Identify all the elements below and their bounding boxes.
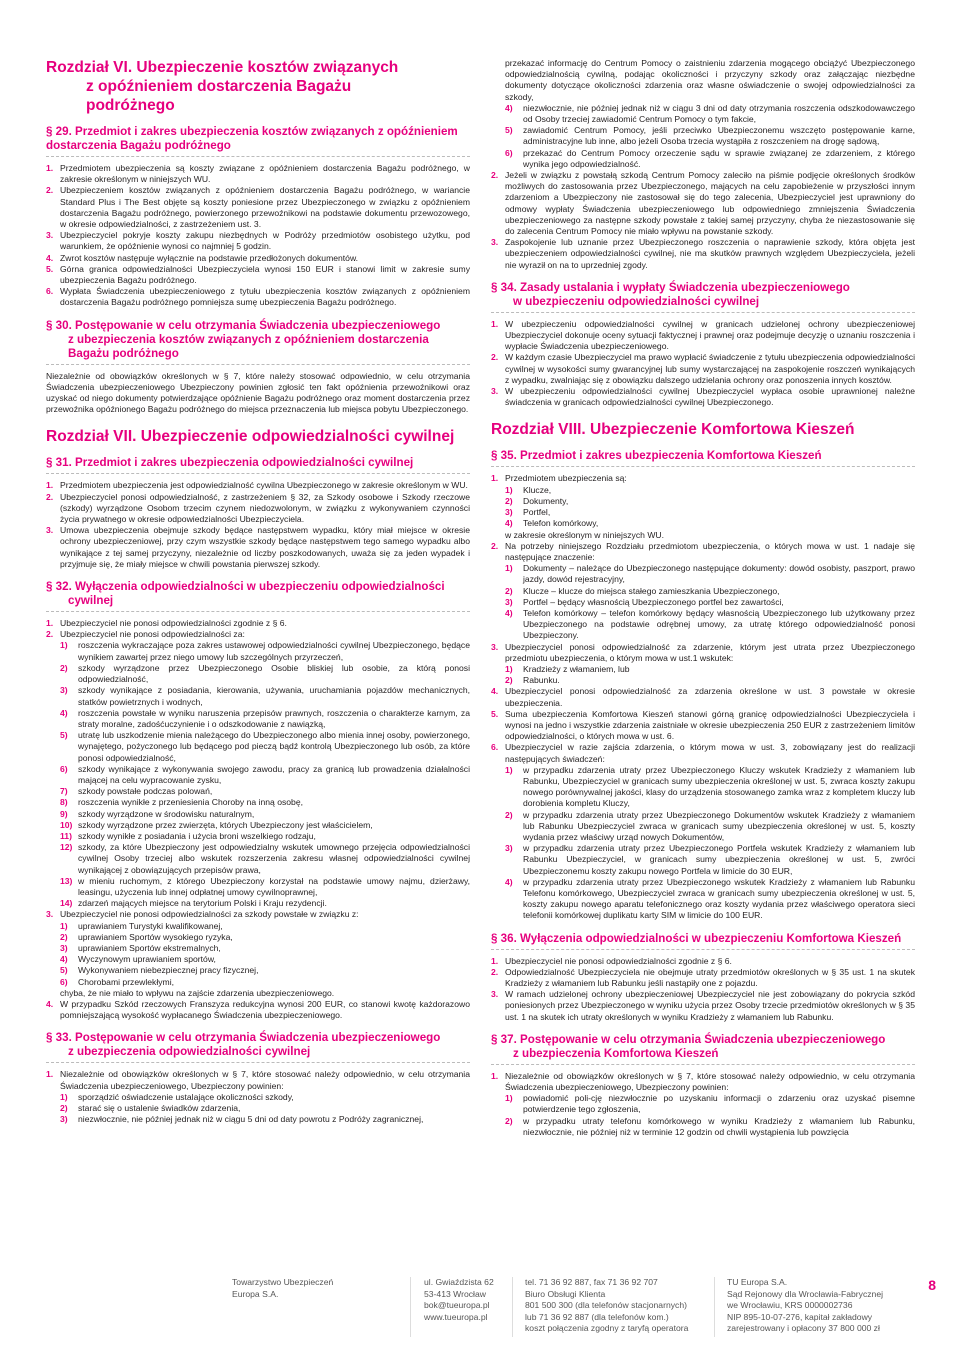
footer-company (232, 1277, 333, 1300)
sub-item-text: w przypadku zdarzenia utraty przez Ubezpieczonego wskutek Kradzieży z włamaniem lub Rabunku Telefonu komórkowego, Ubezpieczyciel zwraca w granicach sumy ubezpieczenia określonej w ust. 5, koszty zakupu nowego aparatu telefonicznego oraz koszty wydania przez właściwego operatora sieci telefonii komórkowej duplikatu karty SIM w limicie do 100 EUR. (523, 876, 915, 921)
list-item-text: Przedmiotem ubezpieczenia są koszty związane z opóźnieniem dostarczenia Bagażu podróżnego, w zakresie określonym w niniejszych WU. (60, 163, 470, 185)
list-item-text: Ubezpieczyciel w razie zajścia zdarzenia, o którym mowa w ust. 3, zobowiązany jest do realizacji następujących świadczeń: (505, 742, 915, 764)
right-column (491, 58, 915, 1138)
footer-line: Sąd Rejonowy dla Wrocławia-Fabrycznej (727, 1288, 884, 1299)
sub-item-number: 3) (60, 1114, 68, 1125)
sub-item (505, 765, 915, 810)
list-item-text: Ubezpieczeniem kosztów związanych z opóźnieniem dostarczenia Bagażu podróżnego, w wariancie Standard Plus i The Best objęte są koszty poniesione przez Ubezpieczonego w związku z opóźnieniem dostarczenia Bagażu podróżnego, powierzonego przewoźnikowi na podstawie dokumentu przewozowego, w okresie odpowiedzialności, z zastrzeżeniem ust. 3. (60, 185, 470, 230)
list-item: 2. Ubezpieczyciel nie ponosi odpowiedzialności za: (46, 629, 470, 640)
sub-item-number: 5) (60, 730, 68, 741)
sub-item (505, 148, 915, 170)
list-item-number: 6. (46, 286, 54, 297)
sub-item (505, 496, 915, 507)
sub-item-number: 2) (505, 809, 513, 820)
footer-line: 801 500 300 (dla telefonów stacjonarnych) (525, 1300, 687, 1310)
sub-item-text: uprawianiem Turystyki kwalifikowanej, (78, 920, 223, 931)
footer-line: zarejestrowany i opłacony 37 800 000 zł (727, 1323, 880, 1333)
list-item-number: 2. (46, 491, 54, 502)
sub-item-number: 4) (60, 954, 68, 965)
chapter-6-title (46, 58, 470, 115)
sub-item-text: przekazać do Centrum Pomocy orzeczenie sądu w sprawie związanej ze zdarzeniem, z którego wynika jego odpowiedzialność. (523, 147, 915, 169)
section-32-subitems (46, 640, 470, 909)
sub-item (505, 563, 915, 585)
sub-item (60, 663, 470, 685)
section-37-title (491, 1033, 915, 1065)
section-31-items (46, 480, 470, 570)
list-item (491, 386, 915, 408)
sub-item (60, 786, 470, 797)
list-item-text: Niezależnie od obowiązków określonych w § 7, które stosować należy odpowiednio, w celu otrzymania Świadczenia ubezpieczeniowego, Ubezpieczony powinien: (505, 1070, 915, 1093)
list-item (491, 170, 915, 237)
list-item (46, 253, 470, 264)
section-35-subitems-1 (491, 485, 915, 530)
sub-item-number: 6) (505, 147, 513, 158)
sub-item (505, 1093, 915, 1115)
list-item (491, 709, 915, 743)
footer-line: 53-413 Wrocław (424, 1288, 486, 1299)
list-item (491, 237, 915, 271)
sub-item-text: szkody wyrządzone przez zwierzęta, których Ubezpieczony jest właścicielem, (78, 819, 373, 830)
sub-item-text: Wykonywaniem niebezpiecznej pracy fizycznej, (78, 965, 259, 976)
sub-item (505, 664, 915, 675)
sub-item-text: zdarzeń mających miejsce na terytorium Polski i Kraju rezydencji. (78, 898, 327, 909)
list-item-tail: chyba, że nie miało to wpływu na zajście zdarzenia ubezpieczeniowego. (60, 987, 335, 998)
list-item-text: W przypadku Szkód rzeczowych Franszyza redukcyjna wynosi 200 EUR, co stanowi kwotę każdorazowo pomniejszającą wysokość wypłacanego Świadczenia ubezpieczeniowego. (60, 998, 470, 1021)
list-item (46, 525, 470, 570)
footer-line: Towarzystwo Ubezpieczeń (232, 1277, 334, 1287)
page-footer (0, 1277, 960, 1337)
sub-item (505, 675, 915, 686)
list-item-number: 1. (491, 955, 499, 966)
sub-item-text: Klucze, (523, 484, 552, 495)
sub-item-text: w przypadku utraty telefonu komórkowego w wyniku Kradzieży z włamaniem lub Rabunku, niezwłocznie, nie później niż w terminie 12 godzin od chwili wystąpienia lub powzięcia (523, 1115, 915, 1137)
sub-item-number: 1) (505, 663, 513, 674)
section-32-title-line1: § 32. Wyłączenia odpowiedzialności w ubezpieczeniu odpowiedzialności (46, 580, 445, 594)
section-34-title-line1: § 34. Zasady ustalania i wypłaty Świadczenia ubezpieczeniowego (491, 280, 850, 294)
list-item: 1. Niezależnie od obowiązków określonych w § 7, które stosować należy odpowiednio, w celu otrzymania Świadczenia ubezpieczeniowego, Ubezpieczony powinien: (46, 1069, 470, 1091)
list-item-text: Ubezpieczyciel nie ponosi odpowiedzialności za: (60, 629, 245, 640)
list-item-number: 3. (491, 989, 499, 1000)
sub-item (60, 831, 470, 842)
sub-item-text: Kradzieży z włamaniem, lub (523, 663, 630, 674)
list-item (491, 967, 915, 989)
sub-item-text: w mieniu ruchomym, z którego Ubezpieczony korzystał na podstawie umowy najmu, dzierżawy, leasingu, użyczenia lub innej odpłatnej umowy cywilnoprawnej, (78, 875, 470, 897)
sub-item-text: niezwłocznie, nie później jednak niż w ciągu 3 dni od daty otrzymania roszczenia odszkodowawczego od Osoby trzeciej zawiadomić Centrum Pomocy o tym fakcie, (523, 102, 915, 125)
sub-item-number: 2) (505, 1115, 513, 1126)
sub-item (60, 640, 470, 662)
sub-item-text: uprawianiem Sportów ekstremalnych, (78, 942, 221, 953)
list-item-number: 3. (46, 230, 54, 241)
list-item-text: Ubezpieczyciel nie ponosi odpowiedzialności zgodnie z § 6. (60, 618, 287, 629)
sub-item-text: Portfel, (523, 507, 551, 518)
sub-item-text: szkody wynikające z posiadania, kierowania, używania, uruchamiania pojazdów mechanicznych, statków powietrznych i wodnych, (78, 685, 470, 707)
list-item-number: 3. (491, 386, 499, 397)
list-item-text: Przedmiotem ubezpieczenia jest odpowiedzialność cywilna Ubezpieczonego w zakresie określonym w WU. (60, 480, 468, 491)
sub-item-text: szkody powstałe podczas polowań, (78, 786, 213, 797)
sub-item-number: 2) (505, 585, 513, 596)
list-item-number: 2. (491, 966, 499, 977)
sub-item (60, 898, 470, 909)
sub-item-text: roszczenia powstałe w wyniku naruszenia przepisów prawnych, roszczenia o charakterze karnym, za straty moralne, zadośćuczynienie i o odszkodowanie z nawiązką, (78, 707, 470, 729)
sub-item-text: Chorobami przewlekłymi, (78, 976, 174, 987)
sub-item-text: niezwłocznie, nie później jednak niż w ciągu 5 dni od daty powrotu z Podróży zagranicznej, (78, 1114, 424, 1125)
sub-item-text: Klucze – klucze do miejsca stałego zamieszkania Ubezpieczonego, (523, 585, 780, 596)
sub-item (505, 125, 915, 147)
section-33-title (46, 1031, 470, 1063)
section-33-subitems (46, 1092, 470, 1126)
sub-item (505, 1116, 915, 1138)
sub-item-number: 1) (60, 920, 68, 931)
list-item-text: Ubezpieczyciel nie ponosi odpowiedzialności za szkody powstałe w związku z: (60, 909, 359, 920)
sub-item (60, 764, 470, 786)
sub-item-number: 2) (60, 662, 68, 673)
sub-item-number: 1) (60, 1091, 68, 1102)
footer-line: Europa S.A. (232, 1288, 279, 1299)
list-item-text: Ubezpieczyciel ponosi odpowiedzialność, z zastrzeżeniem § 32, za Szkody osobowe i Szkody rzeczowe (szkody) wyrządzone Osobom trzecim czynem niedozwolonym, w związku z wykonywaniem czynności życia prywatnego w okresie odpowiedzialności Ubezpieczyciela. (60, 491, 470, 525)
sub-item (60, 1092, 470, 1103)
sub-item-number: 1) (505, 1093, 513, 1104)
footer-contact (525, 1277, 688, 1335)
sub-item (505, 597, 915, 608)
sub-item-number: 12) (60, 842, 73, 853)
list-item-text: Zaspokojenie lub uznanie przez Ubezpieczonego roszczenia o naprawienie szkody, która objęta jest ubezpieczeniem odpowiedzialności cywilnej, nie ma skutków prawnych względem Ubezpieczyciela, jeżeli nie wyraził on na to uprzedniej zgody. (505, 237, 915, 270)
list-item (491, 319, 915, 353)
list-item-text: W każdym czasie Ubezpieczyciel ma prawo wypłacić świadczenie z tytułu ubezpieczenia odpowiedzialności cywilnej w wysokości sumy gwarancyjnej lub sumy wystarczającej na zaspokojenie roszczeń wynikających z wypadku, zwalniając się z obowiązku dalszego udzielania ochrony oraz ponoszenia innych kosztów. (505, 352, 915, 385)
list-item-text: W ubezpieczeniu odpowiedzialności cywilnej Ubezpieczyciel wypłaca osobie uprawnionej należne świadczenia w granicach odpowiedzialności cywilnej Ubezpieczonego. (505, 386, 915, 408)
sub-item (60, 876, 470, 898)
sub-item-number: 1) (60, 640, 68, 651)
sub-item (60, 1103, 470, 1114)
chapter-8-title: Rozdział VIII. Ubezpieczenie Komfortowa Kieszeń (491, 421, 855, 439)
section-32-title (46, 580, 470, 612)
list-item-text: W ramach udzielonej ochrony ubezpieczeniowej Ubezpieczyciel nie jest zobowiązany do pokrycia szkód poniesionych przez Ubezpieczonego w wyniku użycia przez Osoby trzecie przedmiotów określonych w § 35 ust. 1 na skutek ich utraty określonych w wyniku Kradzieży z włamaniem lub Rabunku. (505, 989, 915, 1022)
list-item-number: 5. (491, 708, 499, 719)
list-item-number: 5. (46, 263, 54, 274)
footer-line: TU Europa S.A. (727, 1277, 788, 1287)
list-item-text: Odpowiedzialność Ubezpieczyciela nie obejmuje utraty przedmiotów określonych w § 35 ust. 1 na skutek Kradzieży z włamaniem lub Rabunku jeśli nastąpiły one z pojazdu. (505, 966, 915, 989)
sub-item-number: 2) (505, 675, 513, 686)
footer-line: tel. 71 36 92 887, fax 71 36 92 707 (525, 1277, 658, 1287)
section-37-title-line2: z ubezpieczenia Komfortowa Kieszeń (513, 1046, 719, 1060)
sub-item-text: roszczenia wynikłe z przeniesienia Choroby na inną osobę, (78, 797, 303, 808)
section-33-items-b (491, 170, 915, 271)
sub-item-text: szkody wyrządzone w środowisku naturalnym, (78, 808, 255, 819)
list-item-number: 1. (46, 163, 54, 173)
sub-item-text: szkody, za które Ubezpieczony jest odpowiedzialny wskutek umownego przejęcia odpowiedzialności cywilnej Osoby trzeciej albo wskutek rozszerzenia zakresu własnej odpowiedzialności cywilnej wynikającej z obowiązujących przepisów prawa, (78, 842, 470, 875)
section-29-title: § 29. Przedmiot i zakres ubezpieczenia kosztów związanych z opóźnieniem dostarczenia Bagażu podróżnego (46, 125, 470, 157)
sub-item (60, 797, 470, 808)
sub-item-number: 2) (60, 931, 68, 942)
section-35-items-b (491, 686, 915, 764)
footer-line: bok@tueuropa.pl (424, 1300, 490, 1310)
sub-item-text: uprawianiem Sportów wysokiego ryzyka, (78, 931, 233, 942)
sub-item (60, 921, 470, 932)
sub-item-number: 10) (60, 819, 73, 830)
list-item-text: Jeżeli w związku z powstałą szkodą Centrum Pomocy zaleciło na piśmie podjęcie określonych środków możliwych do zastosowania przez Ubezpieczonego, mających na celu zapobieżenie w przyszłości innym zdarzeniom a Ubezpieczony nie zastosował się do tego zalecenia, Ubezpieczyciel jest uprawniony do odmowy wypłaty Świadczenia ubezpieczeniowego lub odpowiedniego zmniejszenia Świadczenia ubezpieczeniowego za następne szkody powstałe z takiej samej przyczyny, chyba że niezastosowanie się do zalecenia Centrum Pomocy nie miało wpływu na powstanie szkody. (505, 170, 915, 237)
sub-item (60, 965, 470, 976)
chapter-6-title-line3: podróżnego (86, 97, 175, 114)
list-item-text: Umowa ubezpieczenia obejmuje szkody będące następstwem wypadku, który miał miejsce w okresie ochrony ubezpieczeniowej, przy czym wszystkie szkody będące następstwem tego samego wypadku albo wynikające z tej samej przyczyny, niezależnie od liczby poszkodowanych, uważa się za jeden wypadek i przyjmuje się, że miały miejsce w chwili powstania pierwszej szkody. (60, 525, 470, 569)
list-item: 3. Ubezpieczyciel ponosi odpowiedzialność za zdarzenie, którym jest utrata przez Ubezpieczonego przedmiotu ubezpieczenia, o którym mowa w ust.1 wskutek: (491, 641, 915, 663)
sub-item (60, 977, 470, 988)
section-29-items (46, 163, 470, 309)
list-item-text: Górna granica odpowiedzialności Ubezpieczyciela wynosi 150 EUR i stanowi limit w zakresie sumy ubezpieczenia Bagażu podróżnego. (60, 263, 470, 286)
sub-item-text: Portfel – będący własnością Ubezpieczonego portfel bez zawartości, (523, 596, 784, 607)
list-item-number: 2. (46, 185, 54, 196)
sub-item (60, 730, 470, 764)
sub-item-number: 1) (505, 484, 513, 495)
sub-item-number: 2) (60, 1103, 68, 1113)
sub-item-number: 14) (60, 898, 73, 909)
section-36-title: § 36. Wyłączenia odpowiedzialności w ubezpieczeniu Komfortowa Kieszeń (491, 932, 915, 950)
list-item-number: 1. (491, 318, 499, 329)
sub-item-text: w przypadku zdarzenia utraty przez Ubezpieczonego Portfela wskutek Kradzieży z włamaniem lub Rabunku Ubezpieczyciel, w granicach sumy ubezpieczenia określonej w ust. 5, zwróci Ubezpieczonemu koszty zakupu nowego Portfela w limicie do 30 EUR, (523, 843, 915, 876)
list-item-number: 3. (491, 237, 499, 248)
sub-item-number: 8) (60, 797, 68, 808)
list-item-text: Wypłata Świadczenia ubezpieczeniowego z tytułu ubezpieczenia kosztów związanych z opóźnieniem dostarczenia Bagażu podróżnego pomniejsza sumę ubezpieczenia Bagażu podróżnego. (60, 286, 470, 308)
sub-item-text: Telefon komórkowy – telefon komórkowy będący własnością Ubezpieczonego lub użytkowany przez Ubezpieczonego na podstawie odrębnej umowy, za utratę którego odpowiedzialność ponosi Ubezpieczony. (523, 607, 915, 641)
list-item-text: Na potrzeby niniejszego Rozdziału przedmiotom ubezpieczenia, o których mowa w ust. 1 nadaje się następujące znaczenie: (505, 540, 915, 562)
sub-item-text: zawiadomić Centrum Pomocy, jeśli przeciwko Ubezpieczonemu wszczęto postępowanie karne, administracyjne lub inne, albo jeżeli Osoba trzecia wystąpiła z roszczeniem na drogę sądową, (523, 125, 915, 147)
sub-item-text: sporządzić oświadczenie ustalające okoliczności szkody, (78, 1091, 294, 1102)
section-33-title-line1: § 33. Postępowanie w celu otrzymania Świadczenia ubezpieczeniowego (46, 1031, 441, 1045)
sub-item (60, 809, 470, 820)
sub-item-text: starać się o ustalenie świadków zdarzenia, (78, 1103, 241, 1113)
footer-registration (727, 1277, 883, 1335)
sub-item-number: 3) (505, 596, 513, 607)
list-item (46, 230, 470, 252)
footer-line: lub 71 36 92 887 (dla telefonów kom.) (525, 1311, 669, 1322)
sub-item (505, 586, 915, 597)
sub-item-text: w przypadku zdarzenia utraty przez Ubezpieczonego Kluczy wskutek Kradzieży z włamaniem lub Rabunku, Ubezpieczyciel w granicach sumy ubezpieczenia określonej w ust. 5, zwraca koszty zakupu nowego porównywalnej jakości, klasy do urządzenia stosowanego zamka wraz z kompletem kluczy lub dorobienia kompletu Kluczy, (523, 764, 915, 809)
sub-item-number: 6) (60, 763, 68, 774)
footer-line: we Wrocławiu, KRS 0000002736 (727, 1300, 853, 1310)
list-item: 3. Ubezpieczyciel nie ponosi odpowiedzialności za szkody powstałe w związku z: (46, 909, 470, 920)
sub-item-number: 3) (505, 843, 513, 854)
sub-item-text: Wyczynowym uprawianiem sportów, (78, 954, 216, 965)
sub-item-text: Dokumenty – należące do Ubezpieczonego następujące dokumenty: dowód osobisty, paszport, prawo jazdy, dowód rejestracyjny, (523, 563, 915, 585)
list-item: 4. W przypadku Szkód rzeczowych Franszyza redukcyjna wynosi 200 EUR, co stanowi kwotę każdorazowo pomniejszającą wysokość wypłacanego Świadczenia ubezpieczeniowego. (46, 998, 470, 1021)
sub-item (60, 932, 470, 943)
chapter-6-title-line1: Rozdział VI. Ubezpieczenie kosztów związanych (46, 59, 399, 76)
list-item-tail: w zakresie określonym w niniejszych WU. (505, 529, 665, 540)
section-35-title: § 35. Przedmiot i zakres ubezpieczenia Komfortowa Kieszeń (491, 449, 915, 467)
sub-item (505, 843, 915, 877)
list-item-number: 4. (46, 252, 54, 263)
list-item-text: Przedmiotem ubezpieczenia są: (505, 473, 627, 484)
sub-item-number: 5) (60, 965, 68, 976)
sub-item (505, 518, 915, 529)
sub-item (60, 943, 470, 954)
sub-item-text: Dokumenty, (523, 495, 569, 506)
page-number: 8 (928, 1277, 936, 1293)
sub-item-number: 4) (505, 102, 513, 113)
section-37-title-line1: § 37. Postępowanie w celu otrzymania Świadczenia ubezpieczeniowego (491, 1032, 886, 1046)
sub-item-number: 3) (60, 942, 68, 953)
section-30-text: Niezależnie od obowiązków określonych w § 7, które należy stosować odpowiednio, w celu otrzymania Świadczenia ubezpieczeniowego Ubezpieczony powinien zgłosić ten fakt opóźnienia przewoźnikowi oraz uzyskać od niego dokumenty potwierdzające opóźnienie Bagażu podróżnego oraz moment dostarczenia przez przewoźnika opóźnionego Bagażu podróżnego do miejsca przeznaczenia lub miejsca pobytu Ubezpieczonego. (46, 370, 470, 415)
list-item-text: Niezależnie od obowiązków określonych w § 7, które stosować należy odpowiednio, w celu otrzymania Świadczenia ubezpieczeniowego, Ubezpieczony powinien: (60, 1069, 470, 1091)
list-item-number: 3. (46, 525, 54, 536)
list-item: 1. Niezależnie od obowiązków określonych w § 7, które stosować należy odpowiednio, w celu otrzymania Świadczenia ubezpieczeniowego, Ubezpieczony powinien: (491, 1070, 915, 1093)
sub-item-text: szkody wynikające z wykonywania swojego zawodu, pracy za granicą lub prowadzenia działalności mającej na celu wypracowanie zysku, (78, 763, 470, 785)
sub-item (505, 810, 915, 844)
sub-item (60, 842, 470, 876)
section-32-subitems-3 (46, 921, 470, 988)
footer-line: Biuro Obsługi Klienta (525, 1288, 606, 1299)
sub-item (505, 485, 915, 496)
list-item-number: 2. (491, 170, 499, 181)
sub-item-number: 1) (505, 764, 513, 775)
list-item (46, 480, 470, 491)
sub-item (505, 877, 915, 922)
sub-item-text: szkody wynikłe z posiadania i użycia broni wszelkiego rodzaju, (78, 830, 316, 841)
section-34-title (491, 281, 915, 313)
list-item-number: 1. (46, 480, 54, 491)
sub-item-number: 1) (505, 563, 513, 574)
footer-address (424, 1277, 494, 1323)
list-item (46, 163, 470, 185)
section-30-title-line2: z ubezpieczenia kosztów związanych z opóźnieniem dostarczenia Bagażu podróżnego (68, 332, 429, 360)
sub-item-number: 7) (60, 786, 68, 797)
list-item-text: Ubezpieczyciel pokryje koszty zakupu niezbędnych w Podróży przedmiotów osobistego użytku, pod warunkiem, że opóźnienie wynosi co najmniej 5 godzin. (60, 230, 470, 252)
sub-item (505, 507, 915, 518)
sub-item-number: 3) (60, 685, 68, 696)
sub-item (505, 608, 915, 642)
list-item: 2. Na potrzeby niniejszego Rozdziału przedmiotom ubezpieczenia, o których mowa w ust. 1 nadaje się następujące znaczenie: (491, 540, 915, 562)
section-33-subitems-b (491, 103, 915, 170)
sub-item (60, 954, 470, 965)
chapter-6-title-line2: z opóźnieniem dostarczenia Bagażu (86, 78, 352, 95)
list-item-text: Ubezpieczyciel ponosi odpowiedzialność za zdarzenia określone w ust. 3 powstałe w okresie ubezpieczenia. (505, 686, 915, 708)
list-item: 1. Przedmiotem ubezpieczenia są: (491, 473, 915, 484)
sub-item-number: 4) (505, 876, 513, 887)
section-35-subitems-2 (491, 563, 915, 641)
sub-item-number: 13) (60, 875, 73, 886)
section-33-continuation: przekazać informację do Centrum Pomocy o zaistnieniu zdarzenia mogącego obciążyć Ubezpieczonego odpowiedzialnością cywilną, podając okoliczności i przyczyny szkody oraz załączając niezbędne dokumenty dotyczące okoliczności zdarzenia oraz własne oświadczenie o swojej odpowiedzialności za szkody, (505, 58, 915, 102)
section-35-subitems-6 (491, 765, 915, 922)
sub-item-text: Telefon komórkowy, (523, 518, 599, 529)
list-item (46, 492, 470, 526)
sub-item (60, 820, 470, 831)
list-item (46, 185, 470, 230)
list-item-text: Zwrot kosztów następuje wyłącznie na podstawie przedłożonych dokumentów. (60, 252, 359, 263)
sub-item-number: 9) (60, 808, 68, 819)
sub-item-text: szkody wyrządzone przez Ubezpieczonego Osobie bliskiej lub osobie, za którą ponosi odpowiedzialność, (78, 662, 470, 685)
footer-line: ul. Gwiaździsta 62 (424, 1277, 494, 1287)
sub-item-number: 2) (505, 495, 513, 506)
chapter-7-title: Rozdział VII. Ubezpieczenie odpowiedzialności cywilnej (46, 428, 455, 446)
list-item-text: Ubezpieczyciel ponosi odpowiedzialność za zdarzenie, którym jest utrata przez Ubezpieczonego przedmiotu ubezpieczenia, o którym mowa w ust.1 wskutek: (505, 641, 915, 663)
section-30-title (46, 319, 470, 365)
list-item (491, 742, 915, 764)
section-36-items (491, 956, 915, 1023)
sub-item-text: roszczenia wykraczające poza zakres ustawowej odpowiedzialności cywilnej Ubezpieczonego, będące wynikiem zawartej przez niego umowy lub szczególnych przyrzeczeń, (78, 640, 470, 662)
sub-item-number: 11) (60, 830, 72, 841)
list-item (491, 352, 915, 386)
list-item (46, 286, 470, 308)
section-34-title-line2: w ubezpieczeniu odpowiedzialności cywilnej (513, 294, 760, 308)
section-32-title-line2: cywilnej (68, 594, 114, 608)
section-37-subitems (491, 1093, 915, 1138)
list-item-text: W ubezpieczeniu odpowiedzialności cywilnej w granicach udzielonej ochrony ubezpieczeniowej Ubezpieczyciel dokonuje oceny sytuacji faktycznej i prawnej oraz podejmuje decyzję o uznaniu roszczenia i wypłacie Świadczenia ubezpieczeniowego. (505, 318, 915, 352)
sub-item-number: 4) (505, 607, 513, 618)
sub-item-number: 4) (60, 707, 68, 718)
section-31-title: § 31. Przedmiot i zakres ubezpieczenia odpowiedzialności cywilnej (46, 456, 470, 474)
list-item-text: Ubezpieczyciel nie ponosi odpowiedzialności zgodnie z § 6. (505, 955, 732, 966)
list-item-text: Suma ubezpieczenia Komfortowa Kieszeń stanowi górną granicę odpowiedzialności Ubezpieczyciela i wynosi na jedno i wszystkie zdarzenia zaistniałe w okresie ubezpieczenia 250 EUR z zastrzeżeniem limitów odpowiedzialności, o których mowa w ust. 6. (505, 708, 915, 742)
sub-item (505, 103, 915, 125)
sub-item-number: 6) (60, 976, 68, 987)
list-item (491, 956, 915, 967)
list-item (491, 686, 915, 708)
section-35-subitems-3 (491, 664, 915, 686)
left-column (46, 58, 470, 1125)
sub-item (60, 708, 470, 730)
sub-item-number: 3) (505, 507, 513, 518)
list-item (46, 264, 470, 286)
footer-line: NIP 895-10-07-276, kapitał zakładowy (727, 1311, 873, 1322)
sub-item-text: powiadomić poli-cję niezwłocznie po uzyskaniu informacji o zdarzeniu oraz uzyskać pisemne potwierdzenie tego zgłoszenia, (523, 1093, 915, 1115)
list-item-number: 6. (491, 742, 499, 753)
sub-item-text: Rabunku. (523, 675, 560, 686)
section-30-title-line1: § 30. Postępowanie w celu otrzymania Świadczenia ubezpieczeniowego (46, 318, 441, 332)
sub-item (60, 685, 470, 707)
section-34-items (491, 319, 915, 409)
list-item: 1. Ubezpieczyciel nie ponosi odpowiedzialności zgodnie z § 6. (46, 618, 470, 629)
footer-line: www.tueuropa.pl (424, 1311, 488, 1322)
list-item-number: 4. (491, 686, 499, 697)
sub-item-text: w przypadku zdarzenia utraty przez Ubezpieczonego Dokumentów wskutek Kradzieży z włamaniem lub Rabunku Ubezpieczyciel zwraca w granicach sumy ubezpieczenia określonej w ust. 5, koszty wydania przez właściwy urząd nowych Dokumentów, (523, 809, 915, 842)
footer-line: koszt połączenia zgodny z taryfą operatora (525, 1323, 689, 1333)
list-item-number: 2. (491, 352, 499, 363)
sub-item (60, 1114, 470, 1125)
section-33-title-line2: z ubezpieczenia odpowiedzialności cywilnej (68, 1045, 311, 1059)
sub-item-number: 5) (505, 125, 513, 136)
list-item (491, 989, 915, 1023)
sub-item-text: utratę lub uszkodzenie mienia należącego do Ubezpieczonego albo mienia innej osoby, powierzonego, wynajętego, pożyczonego lub będącego pod pieczą bądź kontrolą Ubezpieczonego lub osób, za które ponosi odpowiedzialność, (78, 730, 470, 763)
sub-item-number: 4) (505, 518, 513, 529)
